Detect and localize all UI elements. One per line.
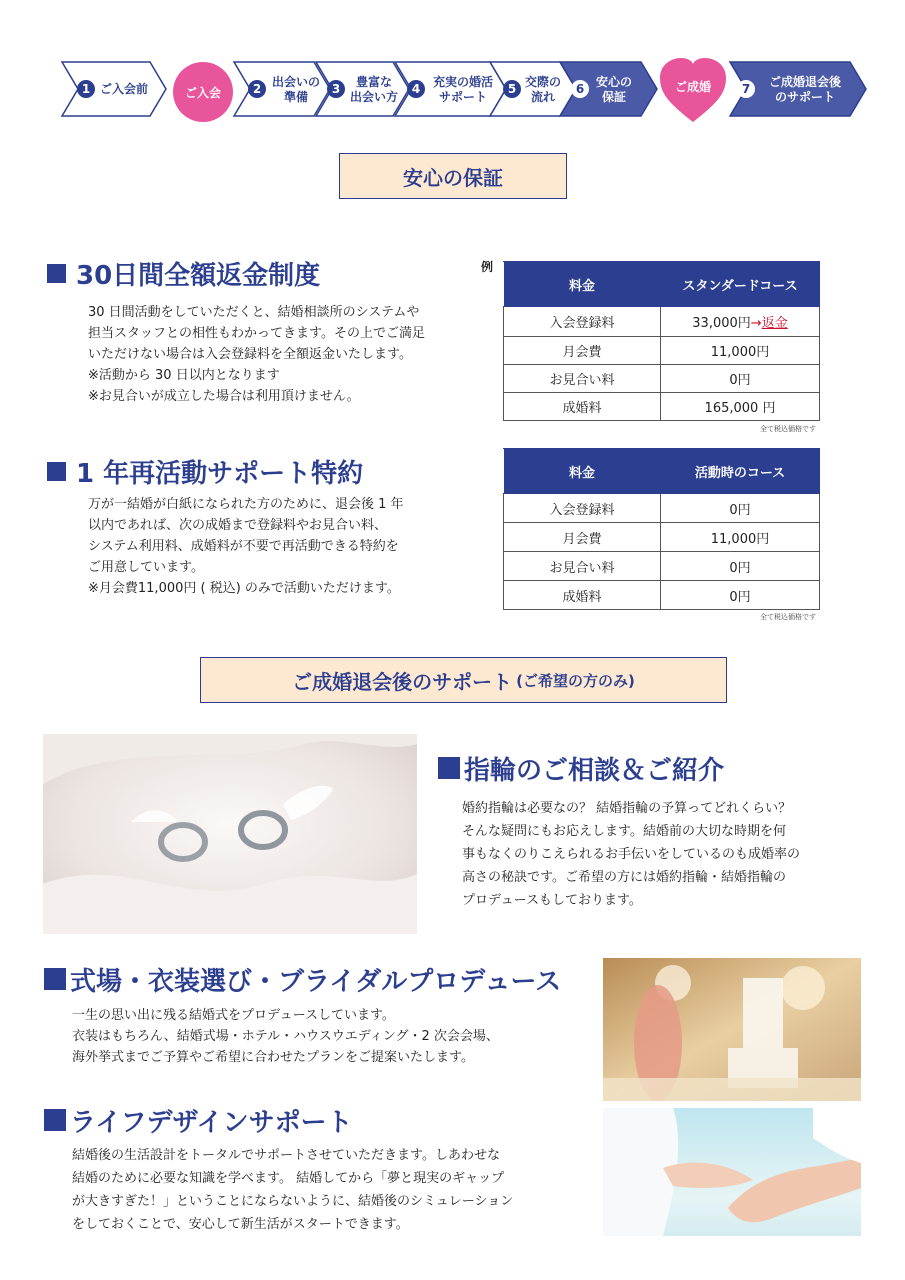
venue-body [72, 1005, 499, 1068]
table-row [504, 581, 820, 610]
table-row [504, 307, 820, 337]
table-cell-value [661, 307, 820, 337]
step-7-label-1: ご成婚退会後 [768, 75, 842, 89]
step-7 [730, 62, 866, 116]
step-join [173, 62, 233, 122]
section-title-guarantee [339, 153, 567, 199]
refund-line: 30 日間活動をしていただくと、結婚相談所のシステムや [88, 305, 420, 320]
price-table-active [503, 448, 820, 610]
venue-line: 海外挙式までご予算やご希望に合わせたプランをご提案いたします。 [72, 1050, 474, 1065]
rings-line: 婚約指輪は必要なの？ 結婚指輪の予算ってどれくらい？ [462, 801, 792, 816]
reactivate-line: ※月会費11,000円 ( 税込) のみで活動いただけます。 [88, 581, 400, 596]
step-7-number: 7 [741, 82, 751, 96]
table-cell-value: 0円 [661, 581, 820, 610]
life-line: 結婚後の生活設計をトータルでサポートさせていただきます。しあわせな [72, 1148, 500, 1163]
step-5-label-1: 交際の [524, 75, 562, 89]
table-cell-value: 11,000円 [661, 523, 820, 552]
step-2-label-2: 準備 [283, 90, 309, 104]
life-line: をしておくことで、安心して新生活がスタートできます。 [72, 1217, 409, 1232]
step-6 [560, 62, 657, 116]
table-cell-item: お見合い料 [504, 365, 661, 393]
table-row [504, 365, 820, 393]
square-bullet-icon [47, 264, 66, 283]
rings-line: 事もなくのりこえられるお手伝いをしているのも成婚率の [462, 847, 801, 862]
life-line: 結婚のために必要な知識を学べます。 結婚してから「夢と現実のギャップ [72, 1171, 505, 1186]
table-row [504, 337, 820, 365]
refund-body [88, 302, 425, 407]
step-4-label-1: 充実の婚活 [432, 75, 494, 89]
refund-line: いただけない場合は入会登録料を全額返金いたします。 [88, 347, 412, 362]
step-6-number: 6 [575, 82, 585, 96]
table-cell-item: 月会費 [504, 337, 661, 365]
rings-heading-text: 指輪のご相談＆ご紹介 [464, 755, 725, 786]
arrow-icon: → [750, 316, 762, 331]
step-marriage-label: ご成婚 [674, 80, 712, 94]
table-cell-value: 0円 [661, 552, 820, 581]
table-header: 料金 [504, 262, 661, 307]
step-3 [316, 62, 409, 116]
step-1 [62, 62, 166, 116]
holding-hands-image [603, 1108, 861, 1236]
step-3-label-2: 出会い方 [349, 90, 399, 104]
step-2-number: 2 [252, 82, 262, 96]
square-bullet-icon [47, 462, 66, 481]
table-cell-item: 成婚料 [504, 393, 661, 421]
step-7-label-2: のサポート [774, 90, 836, 104]
step-1-label: ご入会前 [99, 82, 149, 96]
table-header: 料金 [504, 449, 661, 494]
table-cell-value: 0円 [661, 494, 820, 523]
table-cell-value: 11,000円 [661, 337, 820, 365]
section-title-after-support-text: ご成婚退会後のサポート [292, 669, 513, 694]
rings-photo [43, 734, 417, 934]
reactivate-heading [47, 454, 363, 488]
table-row [504, 494, 820, 523]
life-heading [44, 1103, 353, 1137]
refund-line: 担当スタッフとの相性もわかってきます。その上でご満足 [88, 326, 425, 341]
wedding-cake-image [603, 958, 861, 1101]
refund-line: ※活動から 30 日以内となります [88, 368, 280, 383]
life-heading-text: ライフデザインサポート [70, 1107, 353, 1138]
price-table-standard [503, 261, 820, 421]
square-bullet-icon [44, 968, 66, 990]
tax-note: 全て税込価格です [760, 613, 816, 621]
step-4-label-2: サポート [438, 90, 488, 104]
refund-tag: 返金 [761, 316, 788, 331]
table-cell-item: お見合い料 [504, 552, 661, 581]
reactivate-line: 以内であれば、次の成婚まで登録料やお見合い料、 [88, 518, 388, 533]
table-cell-item: 成婚料 [504, 581, 661, 610]
step-3-label-1: 豊富な [355, 75, 393, 89]
table-cell-item: 月会費 [504, 523, 661, 552]
reactivate-heading-text: 1 年再活動サポート特約 [76, 458, 364, 489]
fee-value: 33,000円 [692, 316, 751, 331]
rings-line: 高さの秘訣です。ご希望の方には婚約指輪・結婚指輪の [462, 870, 786, 885]
step-1-number: 1 [81, 82, 91, 96]
step-marriage [660, 58, 726, 122]
venue-heading-text: 式場・衣装選び・ブライダルプロデュース [70, 966, 562, 997]
step-5-label-2: 流れ [530, 90, 556, 104]
section-title-guarantee-text: 安心の保証 [403, 165, 503, 190]
refund-line: ※お見合いが成立した場合は利用頂けません。 [88, 389, 360, 404]
venue-line: 一生の思い出に残る結婚式をプロデュースしています。 [72, 1008, 395, 1023]
rings-line: そんな疑問にもお応えします。結婚前の大切な時期を何 [462, 824, 786, 839]
table-cell-item: 入会登録料 [504, 307, 661, 337]
hands-photo [603, 1108, 861, 1236]
table-row [504, 523, 820, 552]
rings-heading [438, 751, 724, 785]
step-4 [395, 62, 506, 116]
refund-heading [47, 256, 320, 290]
rings-body [462, 797, 800, 912]
life-body [72, 1144, 513, 1236]
table-row [504, 393, 820, 421]
step-4-number: 4 [411, 82, 421, 96]
step-flow [0, 0, 905, 135]
reactivate-line: 万が一結婚が白紙になられた方のために、退会後 1 年 [88, 497, 404, 512]
reactivate-body [88, 494, 404, 599]
table-header: スタンダードコース [661, 262, 820, 307]
section-title-after-support-sub: (ご希望の方のみ) [516, 671, 635, 690]
table-cell-item: 入会登録料 [504, 494, 661, 523]
reactivate-line: ご用意しています。 [88, 560, 204, 575]
square-bullet-icon [44, 1109, 66, 1131]
table-cell-value: 165,000 円 [661, 393, 820, 421]
table-header: 活動時のコース [661, 449, 820, 494]
section-title-after-support [200, 657, 727, 703]
reactivate-line: システム利用料、成婚料が不要で再活動できる特約を [88, 539, 399, 554]
step-5-number: 5 [507, 82, 517, 96]
step-6-label-1: 安心の [595, 75, 633, 89]
life-line: が大きすぎた！」ということにならないように、結婚後のシミュレーション [72, 1194, 514, 1209]
step-6-label-2: 保証 [601, 90, 627, 104]
example-label: 例 [481, 260, 494, 274]
venue-line: 衣装はもちろん、結婚式場・ホテル・ハウスウエディング・2 次会会場、 [72, 1029, 499, 1044]
rings-line: プロデュースもしております。 [462, 893, 642, 908]
tax-note: 全て税込価格です [760, 425, 816, 433]
rings-image [43, 734, 417, 934]
table-row [504, 552, 820, 581]
step-2 [234, 62, 330, 116]
venue-heading [44, 962, 561, 996]
refund-heading-text: 30日間全額返金制度 [76, 260, 321, 291]
step-3-number: 3 [331, 82, 341, 96]
step-2-label-1: 出会いの [271, 75, 321, 89]
step-join-label: ご入会 [184, 86, 222, 100]
square-bullet-icon [438, 757, 460, 779]
table-cell-value: 0円 [661, 365, 820, 393]
venue-photo [603, 958, 861, 1101]
